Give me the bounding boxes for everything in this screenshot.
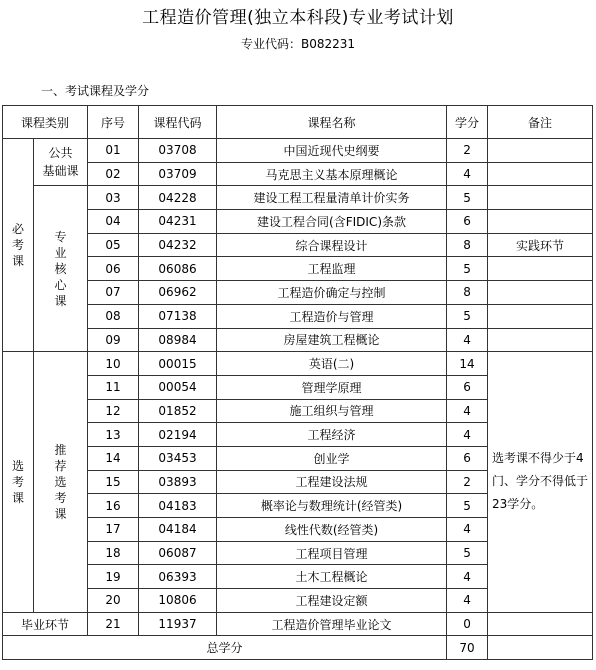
cell-code: 11937	[139, 612, 217, 636]
cell-credit: 4	[447, 399, 488, 423]
cell-credit: 14	[447, 352, 488, 376]
cell-credit: 8	[447, 281, 488, 305]
header-note: 备注	[488, 106, 593, 139]
cell-name: 建设工程合同(含FIDIC)条款	[217, 210, 447, 234]
cell-note	[488, 612, 593, 636]
cell-note	[488, 636, 593, 660]
cell-seq: 11	[88, 375, 139, 399]
cell-seq: 01	[88, 139, 139, 163]
cell-credit: 5	[447, 541, 488, 565]
cell-note	[488, 139, 593, 163]
cell-name: 工程造价管理毕业论文	[217, 612, 447, 636]
cell-credit: 4	[447, 518, 488, 542]
table-row	[3, 281, 593, 305]
cell-credit: 8	[447, 233, 488, 257]
table-row	[3, 304, 593, 328]
cell-credit: 4	[447, 423, 488, 447]
cell-code: 04184	[139, 518, 217, 542]
group-public-basic: 公共 基础课	[34, 139, 88, 186]
cell-code: 04183	[139, 494, 217, 518]
cell-seq: 03	[88, 186, 139, 210]
cell-code: 03708	[139, 139, 217, 163]
cell-code: 03709	[139, 162, 217, 186]
cell-code: 04232	[139, 233, 217, 257]
cell-credit: 5	[447, 257, 488, 281]
cell-name: 工程监理	[217, 257, 447, 281]
cell-seq: 18	[88, 541, 139, 565]
cell-credit: 5	[447, 304, 488, 328]
cell-note	[488, 281, 593, 305]
cell-note	[488, 186, 593, 210]
cell-name: 工程项目管理	[217, 541, 447, 565]
cell-seq: 20	[88, 589, 139, 613]
group-major-core: 专 业 核 心 课	[34, 186, 88, 352]
table-row	[3, 352, 593, 376]
cell-seq: 12	[88, 399, 139, 423]
cell-code: 04231	[139, 210, 217, 234]
cell-seq: 16	[88, 494, 139, 518]
cell-name: 管理学原理	[217, 375, 447, 399]
header-seq: 序号	[88, 106, 139, 139]
cell-code: 04228	[139, 186, 217, 210]
cell-credit: 6	[447, 446, 488, 470]
table-row	[3, 233, 593, 257]
cell-credit: 6	[447, 210, 488, 234]
cell-seq: 05	[88, 233, 139, 257]
header-credit: 学分	[447, 106, 488, 139]
cell-name: 综合课程设计	[217, 233, 447, 257]
cell-name: 工程建设法规	[217, 470, 447, 494]
cell-seq: 10	[88, 352, 139, 376]
cell-name: 英语(二)	[217, 352, 447, 376]
section-heading: 一、考试课程及学分	[41, 84, 150, 98]
cell-credit: 0	[447, 612, 488, 636]
cell-code: 10806	[139, 589, 217, 613]
cell-credit: 2	[447, 139, 488, 163]
cell-code: 01852	[139, 399, 217, 423]
cell-code: 07138	[139, 304, 217, 328]
cell-seq: 19	[88, 565, 139, 589]
cell-code: 00015	[139, 352, 217, 376]
cell-note	[488, 304, 593, 328]
cell-note	[488, 162, 593, 186]
cell-seq: 02	[88, 162, 139, 186]
cell-name: 建设工程工程量清单计价实务	[217, 186, 447, 210]
cell-name: 工程建设定额	[217, 589, 447, 613]
cell-seq: 04	[88, 210, 139, 234]
cell-name: 创业学	[217, 446, 447, 470]
cell-code: 06393	[139, 565, 217, 589]
header-code: 课程代码	[139, 106, 217, 139]
cell-code: 06962	[139, 281, 217, 305]
cell-code: 03893	[139, 470, 217, 494]
cell-code: 02194	[139, 423, 217, 447]
table-row	[3, 210, 593, 234]
cell-seq: 14	[88, 446, 139, 470]
cell-credit: 4	[447, 565, 488, 589]
cell-seq: 21	[88, 612, 139, 636]
note-practice: 实践环节	[488, 233, 593, 257]
cell-code: 06086	[139, 257, 217, 281]
cell-seq: 13	[88, 423, 139, 447]
total-value: 70	[447, 636, 488, 660]
cell-seq: 17	[88, 518, 139, 542]
cell-name: 工程造价确定与控制	[217, 281, 447, 305]
cell-seq: 07	[88, 281, 139, 305]
cell-name: 线性代数(经管类)	[217, 518, 447, 542]
table-row	[3, 328, 593, 352]
group-graduation: 毕业环节	[3, 612, 88, 636]
note-elective-rule: 选考课不得少于4门、学分不得低于23学分。	[488, 352, 593, 613]
cell-credit: 5	[447, 494, 488, 518]
cell-code: 03453	[139, 446, 217, 470]
cell-credit: 5	[447, 186, 488, 210]
group-recommended-elective: 推 荐 选 考 课	[34, 352, 88, 613]
major-code: 专业代码：B082231	[240, 37, 356, 51]
cell-credit: 2	[447, 470, 488, 494]
cell-name: 工程经济	[217, 423, 447, 447]
cell-code: 00054	[139, 375, 217, 399]
cell-seq: 09	[88, 328, 139, 352]
cell-seq: 06	[88, 257, 139, 281]
page-title: 工程造价管理(独立本科段)专业考试计划	[142, 8, 454, 28]
table-row	[3, 186, 593, 210]
cell-name: 施工组织与管理	[217, 399, 447, 423]
header-category: 课程类别	[3, 106, 88, 139]
cell-name: 土木工程概论	[217, 565, 447, 589]
cell-credit: 4	[447, 589, 488, 613]
cell-credit: 4	[447, 162, 488, 186]
exam-plan-table	[2, 105, 593, 660]
cell-name: 马克思主义基本原理概论	[217, 162, 447, 186]
table-row	[3, 612, 593, 636]
cell-note	[488, 257, 593, 281]
cell-note	[488, 210, 593, 234]
cell-name: 工程造价与管理	[217, 304, 447, 328]
cell-code: 06087	[139, 541, 217, 565]
cell-seq: 15	[88, 470, 139, 494]
cell-name: 中国近现代史纲要	[217, 139, 447, 163]
group-required: 必 考 课	[3, 139, 34, 352]
header-row	[3, 106, 593, 139]
table-row	[3, 257, 593, 281]
cell-note	[488, 328, 593, 352]
header-name: 课程名称	[217, 106, 447, 139]
total-row	[3, 636, 593, 660]
table-row	[3, 139, 593, 163]
cell-name: 概率论与数理统计(经管类)	[217, 494, 447, 518]
total-label: 总学分	[3, 636, 447, 660]
cell-seq: 08	[88, 304, 139, 328]
cell-name: 房屋建筑工程概论	[217, 328, 447, 352]
group-elective: 选 考 课	[3, 352, 34, 613]
cell-credit: 6	[447, 375, 488, 399]
cell-code: 08984	[139, 328, 217, 352]
cell-credit: 4	[447, 328, 488, 352]
table-row	[3, 162, 593, 186]
